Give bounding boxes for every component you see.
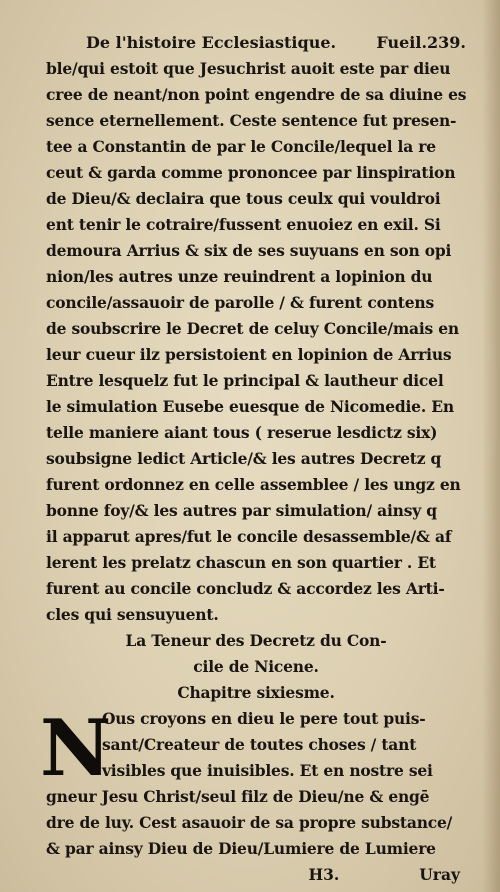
heading-line: La Teneur des Decretz du Con- (125, 631, 387, 650)
running-title: De l'histoire Ecclesiastique. (86, 33, 337, 52)
drop-cap: N (40, 703, 112, 794)
text-line: le simulation Eusebe euesque de Nicomedie. En (46, 397, 454, 416)
text-line: visibles que inuisibles. Et en nostre sei (102, 761, 433, 780)
text-line: ceut & garda comme prononcee par linspiration (46, 163, 456, 182)
signature-mark: H3. (308, 865, 340, 884)
text-line: telle maniere aiant tous ( reserue lesdictz six) (46, 423, 438, 442)
text-line: soubsigne ledict Article/& les autres Decretz q (46, 449, 442, 468)
text-line: furent au concile concludz & accordez les Arti- (46, 579, 445, 598)
running-header (46, 30, 466, 56)
text-line: nion/les autres unze reuindrent a lopinion du (46, 267, 433, 286)
text-line: dre de luy. Cest asauoir de sa propre substance/ (46, 813, 453, 832)
text-line: Ous croyons en dieu le pere tout puis- (102, 709, 426, 728)
text-line: & par ainsy Dieu de Dieu/Lumiere de Lumiere (46, 839, 436, 858)
text-line: sence eternellement. Ceste sentence fut presen- (46, 111, 457, 130)
heading-line: cile de Nicene. (193, 657, 319, 676)
body-paragraph (46, 56, 466, 628)
page-text (40, 30, 467, 888)
text-line: ble/qui estoit que Jesuchrist auoit este par dieu (46, 59, 451, 78)
chapter-paragraph (40, 703, 466, 862)
text-line: il apparut apres/fut le concile desassemble/& af (46, 527, 452, 546)
text-line: de Dieu/& declaira que tous ceulx qui vouldroi (46, 189, 441, 208)
text-line: gneur Jesu Christ/seul filz de Dieu/ne & engē (46, 787, 430, 806)
text-line: ent tenir le cotraire/fussent enuoiez en exil. Si (46, 215, 441, 234)
text-line: de soubscrire le Decret de celuy Concile/mais en (46, 319, 460, 338)
section-heading (46, 628, 466, 706)
text-line: cles qui sensuyuent. (46, 605, 219, 624)
text-line: tee a Constantin de par le Concile/lequel la re (46, 137, 436, 156)
folio-number: Fueil.239. (376, 33, 466, 52)
text-line: sant/Createur de toutes choses / tant (102, 735, 417, 754)
text-line: lerent les prelatz chascun en son quartier . Et (46, 553, 436, 572)
catchword: Uray (419, 865, 460, 884)
text-line: Entre lesquelz fut le principal & lautheur dicel (46, 371, 444, 390)
text-line: demoura Arrius & six de ses suyuans en son opi (46, 241, 452, 260)
text-line: bonne foy/& les autres par simulation/ ainsy q (46, 501, 437, 520)
text-line: furent ordonnez en celle assemblee / les ungz en (46, 475, 461, 494)
text-line: cree de neant/non point engendre de sa diuine es (46, 85, 467, 104)
chapter-title: Chapitre sixiesme. (177, 683, 335, 702)
text-line: leur cueur ilz persistoient en lopinion de Arrius (46, 345, 452, 364)
text-line: concile/assauoir de parolle / & furent contens (46, 293, 434, 312)
page-footer (46, 862, 466, 888)
page-edge-shadow (482, 0, 500, 892)
